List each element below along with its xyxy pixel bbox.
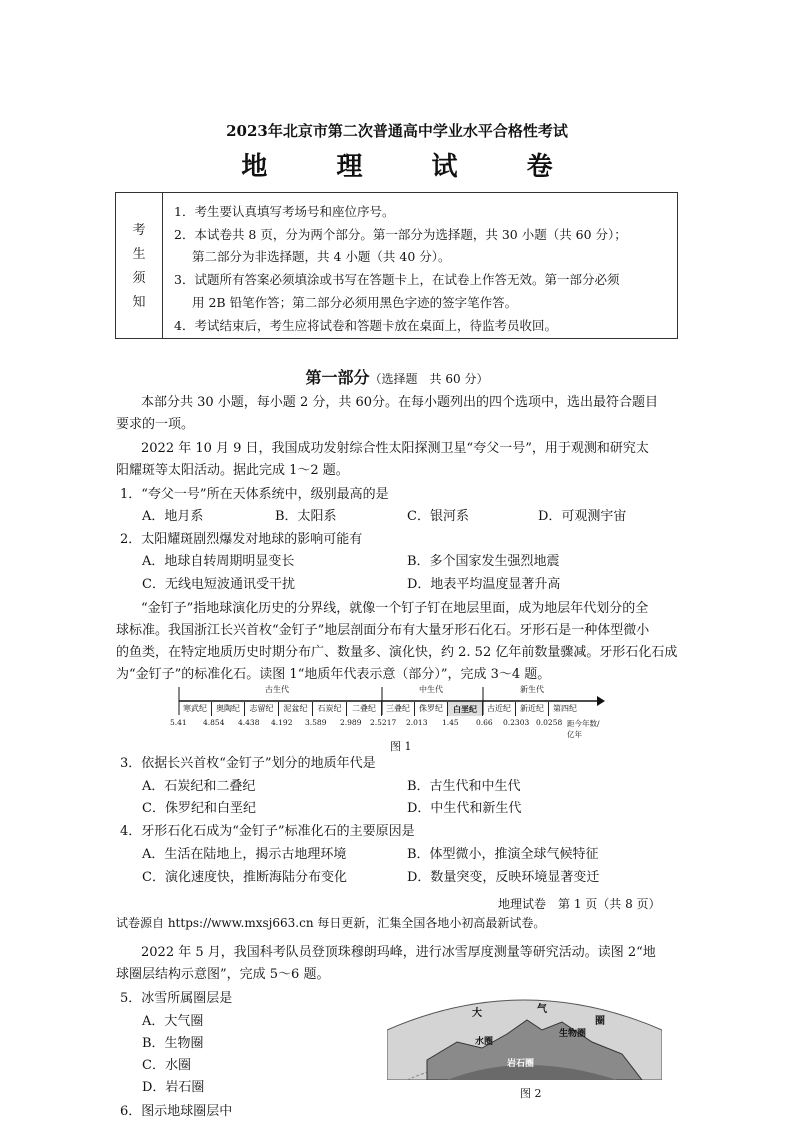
passage-text: 球圈层结构示意图”，完成 5～6 题。: [116, 967, 330, 982]
q3-option-a[interactable]: A．石炭纪和二叠纪: [142, 779, 256, 794]
label-atmosphere-1: 大: [472, 1008, 482, 1019]
tick-label: 4.438: [238, 718, 260, 727]
period-jurassic: 侏罗纪: [415, 702, 448, 716]
tick-label: 2.013: [406, 718, 428, 727]
instruction-line: 4．考试结束后，考生应将试卷和答题卡放在桌面上，待监考员收回。: [174, 318, 557, 333]
q3-option-d[interactable]: D．中生代和新生代: [407, 801, 522, 816]
period-silurian: 志留纪: [245, 702, 279, 716]
label-lithosphere: 岩石圈: [507, 1059, 535, 1069]
era-mesozoic: 中生代: [419, 685, 443, 694]
q1-option-a[interactable]: A．地月系: [142, 509, 204, 524]
label-biosphere: 生物圈: [559, 1029, 587, 1039]
q2-option-a[interactable]: A．地球自转周期明显变长: [142, 554, 295, 569]
q4-option-d[interactable]: D．数量突变，反映环境显著变迁: [407, 870, 600, 885]
passage-text: 2022 年 10 月 9 日，我国成功发射综合性太阳探测卫星“夸父一号”，用于观测和研究太: [141, 441, 649, 456]
tick-label: 0.66: [476, 718, 493, 727]
passage-text: 球标准。我国浙江长兴首枚“金钉子”地层剖面分布有大量牙形石化石。牙形石是一种体型微小: [116, 623, 650, 638]
question-5-stem: 5．冰雪所属圈层是: [120, 991, 233, 1006]
instruction-line: 3．试题所有答案必须填涂或书写在答题卡上，在试卷上作答无效。第一部分必须: [174, 272, 620, 287]
instruction-line: 用 2B 铅笔作答；第二部分必须用黑色字迹的签字笔作答。: [192, 295, 518, 310]
q5-option-c[interactable]: C．水圈: [142, 1058, 191, 1073]
q1-option-c[interactable]: C．银河系: [407, 509, 469, 524]
q4-option-a[interactable]: A．生活在陆地上，揭示古地理环境: [142, 847, 347, 862]
period-cretaceous: 白垩纪: [448, 702, 483, 716]
source-note: 试卷源自 https://www.mxsj663.cn 每日更新，汇集全国各地小初高最新试卷。: [116, 916, 546, 930]
era-paleozoic: 古生代: [265, 685, 289, 694]
page-footer: 地理试卷 第 1 页（共 8 页）: [498, 897, 661, 911]
figure-2-caption: 图 2: [520, 1087, 542, 1100]
q5-option-b[interactable]: B．生物圈: [142, 1036, 204, 1051]
label-char: 考: [132, 223, 146, 238]
tick-label: 1.45: [442, 718, 459, 727]
instruction-line: 1．考生要认真填写考场号和座位序号。: [174, 204, 395, 219]
question-1-stem: 1．“夸父一号”所在天体系统中，级别最高的是: [120, 487, 389, 502]
exam-title: 2023年北京市第二次普通高中学业水平合格性考试: [226, 122, 568, 140]
question-2-stem: 2．太阳耀斑剧烈爆发对地球的影响可能有: [120, 532, 363, 547]
passage-text: 的鱼类，在特定地质历史时期分布广、数量多、演化快，约 2. 52 亿年前数量骤减。牙形石化石成: [116, 645, 678, 660]
passage-text: “金钉子”指地球演化历史的分界线，就像一个钉子钉在地层里面，成为地层年代划分的全: [141, 601, 649, 616]
question-4-stem: 4．牙形石化石成为“金钉子”标准化石的主要原因是: [120, 824, 415, 839]
label-hydrosphere: 水圈: [475, 1037, 494, 1047]
instructions-box: [115, 192, 678, 339]
period-carboniferous: 石炭纪: [313, 702, 347, 716]
tick-label: 3.589: [305, 718, 327, 727]
earth-spheres-figure: [387, 990, 662, 1080]
period-triassic: 三叠纪: [382, 702, 415, 716]
q5-option-d[interactable]: D．岩石圈: [142, 1080, 205, 1095]
passage-text: 2022 年 5 月，我国科考队员登顶珠穆朗玛峰，进行冰雪厚度测量等研究活动。读图 2“地: [141, 945, 656, 960]
axis-unit-label: 距今年数/亿年: [567, 719, 600, 739]
intro-text: 本部分共 30 小题，每小题 2 分，共 60分。在每小题列出的四个选项中，选出最符合题目: [141, 395, 659, 410]
period-devonian: 泥盆纪: [279, 702, 313, 716]
period-neogene: 新近纪: [516, 702, 549, 716]
exam-subject: 地 理 试 卷: [241, 152, 583, 182]
period-paleogene: 古近纪: [483, 702, 516, 716]
q3-option-b[interactable]: B．古生代和中生代: [407, 779, 521, 794]
instructions-label: [116, 193, 163, 338]
label-char: 生: [132, 247, 146, 262]
period-quaternary: 第四纪: [553, 704, 577, 713]
figure-1-caption: 图 1: [390, 740, 412, 753]
q2-option-b[interactable]: B．多个国家发生强烈地震: [407, 554, 560, 569]
q1-option-d[interactable]: D．可观测宇宙: [538, 509, 627, 524]
tick-label: 0.2303: [503, 718, 530, 727]
q4-option-c[interactable]: C．演化速度快，推断海陆分布变化: [142, 870, 347, 885]
period-cambrian: 寒武纪: [179, 702, 212, 716]
tick-label: 2.5217: [370, 718, 397, 727]
passage-text: 阳耀斑等太阳活动。据此完成 1～2 题。: [116, 463, 349, 478]
period-ordovician: 奥陶纪: [212, 702, 245, 716]
question-6-stem: 6．图示地球圈层中: [120, 1104, 233, 1119]
tick-label: 0.0258: [536, 718, 563, 727]
tick-label: 5.41: [170, 718, 187, 727]
tick-label: 4.192: [271, 718, 293, 727]
intro-text: 要求的一项。: [116, 417, 195, 432]
q5-option-a[interactable]: A．大气圈: [142, 1014, 204, 1029]
instruction-line: 2．本试卷共 8 页，分为两个部分。第一部分为选择题，共 30 小题（共 60 分）；: [174, 227, 627, 242]
geologic-timeline-figure: [165, 684, 605, 739]
question-3-stem: 3．依据长兴首枚“金钉子”划分的地质年代是: [120, 756, 376, 771]
q2-option-d[interactable]: D．地表平均温度显著升高: [407, 577, 561, 592]
q2-option-c[interactable]: C．无线电短波通讯受干扰: [142, 577, 295, 592]
label-atmosphere-3: 圈: [595, 1016, 605, 1027]
label-atmosphere-2: 气: [537, 1004, 547, 1015]
tick-label: 4.854: [203, 718, 225, 727]
tick-label: 2.989: [340, 718, 362, 727]
period-permian: 二叠纪: [347, 702, 382, 716]
instruction-line: 第二部分为非选择题，共 4 小题（共 40 分）。: [192, 249, 451, 264]
label-char: 知: [132, 295, 146, 310]
label-char: 须: [132, 271, 146, 286]
q1-option-b[interactable]: B．太阳系: [275, 509, 337, 524]
q3-option-c[interactable]: C．侏罗纪和白垩纪: [142, 801, 256, 816]
section-heading: [0, 365, 794, 388]
era-cenozoic: 新生代: [520, 685, 544, 694]
q4-option-b[interactable]: B．体型微小，推演全球气候特征: [407, 847, 599, 862]
passage-text: 为“金钉子”的标准化石。读图 1“地质年代表示意（部分）”，完成 3～4 题。: [116, 667, 551, 682]
section-title: 第一部分: [305, 368, 370, 387]
section-note: （选择题 共 60 分）: [369, 372, 489, 386]
